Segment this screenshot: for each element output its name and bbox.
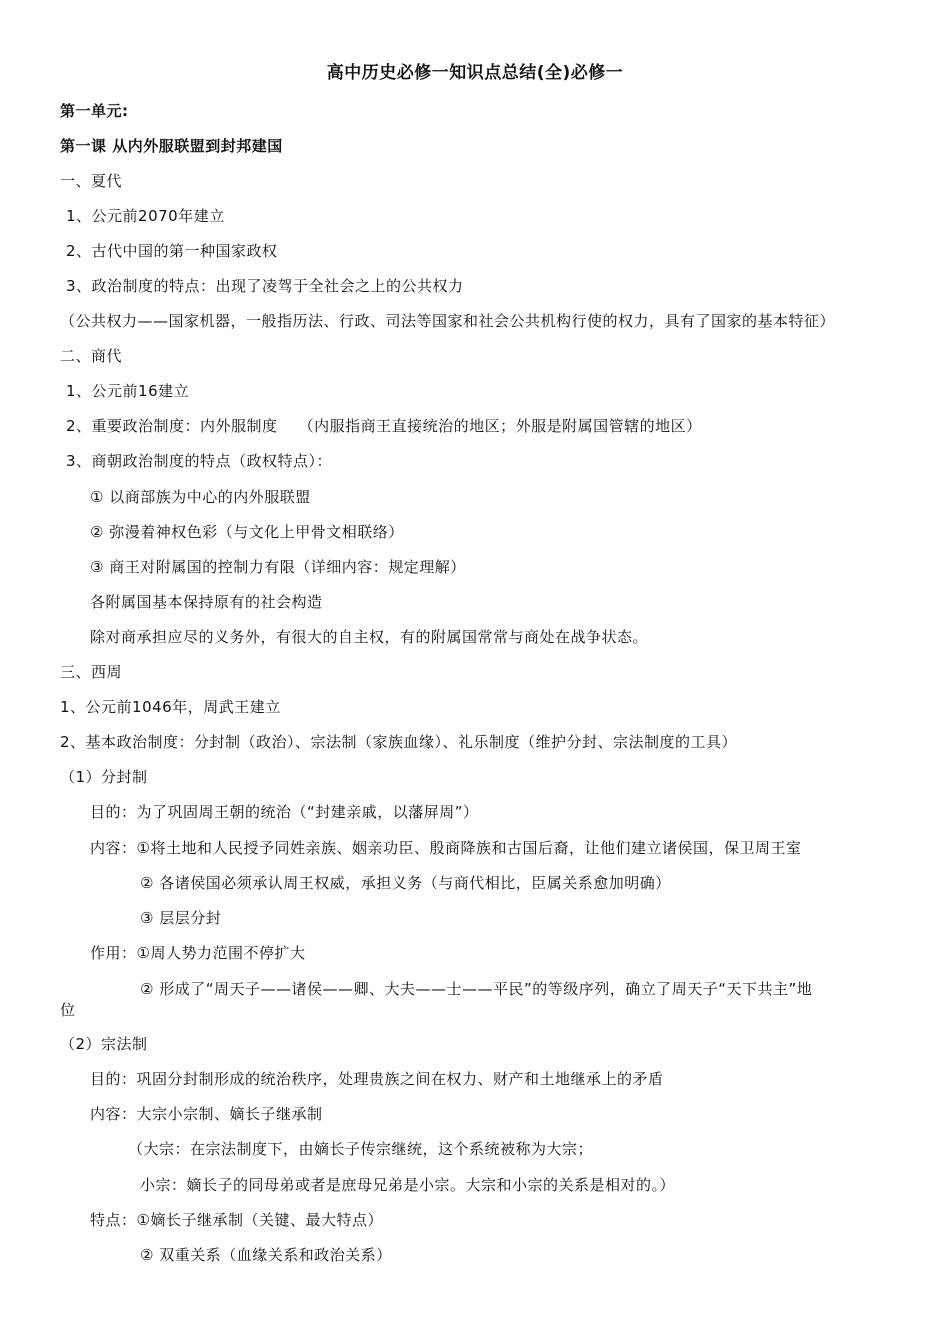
lesson-heading: 第一课 从内外服联盟到封邦建国 <box>60 137 283 155</box>
xia-point-3: 3、政治制度的特点：出现了凌驾于全社会之上的公共权力 <box>66 277 464 295</box>
section-heading-shang: 二、商代 <box>60 347 123 365</box>
zongfa-heading: （2）宗法制 <box>60 1035 148 1053</box>
zongfa-feature-2: ② 双重关系（血缘关系和政治关系） <box>140 1246 392 1264</box>
zongfa-xiaozong-note: 小宗：嫡长子的同母弟或者是庶母兄弟是小宗。大宗和小宗的关系是相对的。） <box>140 1176 676 1194</box>
zongfa-dazong-note: （大宗：在宗法制度下，由嫡长子传宗继统，这个系统被称为大宗； <box>128 1140 594 1158</box>
shang-feature-detail-1: 各附属国基本保持原有的社会构造 <box>90 593 323 611</box>
fenfeng-effect-1: 作用：①周人势力范围不停扩大 <box>90 944 306 962</box>
zongfa-content: 内容：大宗小宗制、嫡长子继承制 <box>90 1105 323 1123</box>
document-title: 高中历史必修一知识点总结(全)必修一 <box>326 63 624 83</box>
xizhou-point-1: 1、公元前1046年，周武王建立 <box>60 698 281 716</box>
fenfeng-content-3: ③ 层层分封 <box>140 909 222 927</box>
fenfeng-content-2: ② 各诸侯国必须承认周王权威，承担义务（与商代相比，臣属关系愈加明确） <box>140 874 671 892</box>
section-heading-xizhou: 三、西周 <box>60 663 123 681</box>
shang-feature-3: ③ 商王对附属国的控制力有限（详细内容：规定理解） <box>90 558 466 576</box>
zongfa-feature-1: 特点：①嫡长子继承制（关键、最大特点） <box>90 1211 383 1229</box>
unit-heading: 第一单元: <box>60 102 129 120</box>
xia-note: （公共权力——国家机器，一般指历法、行政、司法等国家和社会公共机构行使的权力，具有了国家的基本特征） <box>60 312 836 330</box>
fenfeng-aim: 目的：为了巩固周王朝的统治（“封建亲戚，以藩屏周”） <box>90 803 479 821</box>
shang-point-1: 1、公元前16建立 <box>66 382 190 400</box>
fenfeng-effect-2: ② 形成了“周天子——诸侯——卿、大夫——士——平民”的等级序列，确立了周天子“天下共主”地 <box>140 980 813 998</box>
fenfeng-heading: （1）分封制 <box>60 768 148 786</box>
xizhou-point-2: 2、基本政治制度：分封制（政治）、宗法制（家族血缘）、礼乐制度（维护分封、宗法制度的工具） <box>60 733 738 751</box>
shang-feature-2: ② 弥漫着神权色彩（与文化上甲骨文相联络） <box>90 523 404 541</box>
xia-point-1: 1、公元前2070年建立 <box>66 207 225 225</box>
shang-feature-1: ① 以商部族为中心的内外服联盟 <box>90 488 311 506</box>
section-heading-xia: 一、夏代 <box>60 172 123 190</box>
fenfeng-content-1: 内容：①将土地和人民授予同姓亲族、姻亲功臣、殷商降族和古国后裔，让他们建立诸侯国，保卫周王室 <box>90 839 802 857</box>
shang-feature-detail-2: 除对商承担应尽的义务外，有很大的自主权，有的附属国常常与商处在战争状态。 <box>90 628 649 646</box>
zongfa-aim: 目的：巩固分封制形成的统治秩序，处理贵族之间在权力、财产和土地继承上的矛盾 <box>90 1070 664 1088</box>
xia-point-2: 2、古代中国的第一种国家政权 <box>66 242 278 260</box>
fenfeng-effect-2-continued: 位 <box>60 1001 76 1019</box>
shang-point-2: 2、重要政治制度：内外服制度 （内服指商王直接统治的地区；外服是附属国管辖的地区） <box>66 417 702 435</box>
shang-point-3: 3、商朝政治制度的特点（政权特点）： <box>66 452 333 470</box>
